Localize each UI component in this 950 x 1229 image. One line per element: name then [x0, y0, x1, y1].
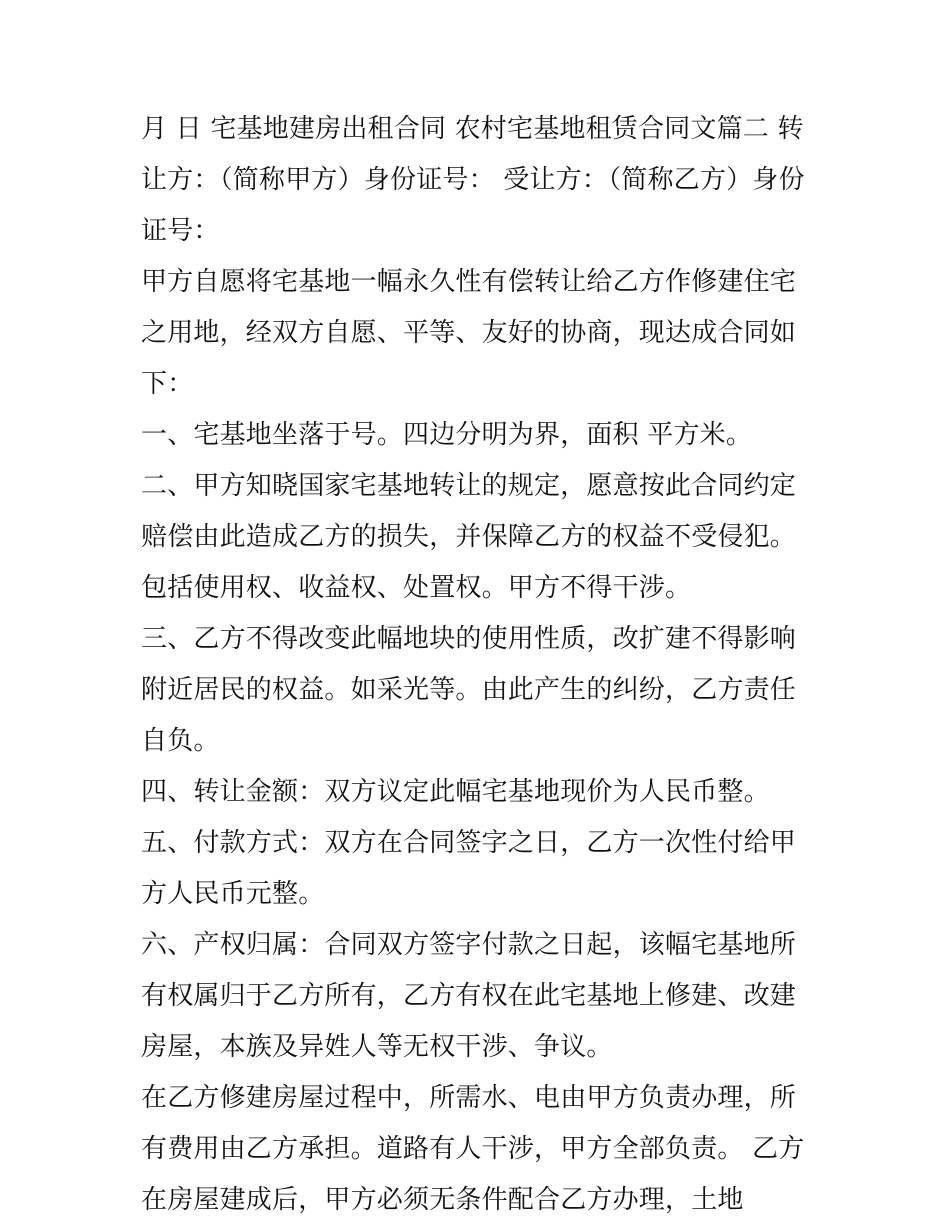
- paragraph-clause-1: 一、宅基地坐落于号。四边分明为界，面积 平方米。: [141, 420, 753, 450]
- paragraph-heading-parties: 月 日 宅基地建房出租合同 农村宅基地租赁合同文篇二 转让方：（简称甲方）身份证号： 受让方：（简称乙方）身份证号：: [141, 114, 805, 246]
- paragraph-construction: 在乙方修建房屋过程中，所需水、电由甲方负责办理，所有费用由乙方承担。道路有人干涉，甲方全部负责。 乙方在房屋建成后，甲方必须无条件配合乙方办理，土地: [141, 1083, 805, 1215]
- document-body: [141, 104, 813, 1226]
- paragraph-intro: 甲方自愿将宅基地一幅永久性有偿转让给乙方作修建住宅之用地，经双方自愿、平等、友好的协商，现达成合同如下：: [141, 267, 797, 399]
- paragraph-clause-3: 三、乙方不得改变此幅地块的使用性质，改扩建不得影响附近居民的权益。如采光等。由此产生的纠纷，乙方责任自负。: [141, 624, 797, 756]
- paragraph-clause-6: 六、产权归属：合同双方签字付款之日起，该幅宅基地所有权属归于乙方所有，乙方有权在此宅基地上修建、改建房屋，本族及异姓人等无权干涉、争议。: [141, 930, 797, 1062]
- paragraph-clause-4: 四、转让金额：双方议定此幅宅基地现价为人民币整。: [141, 777, 770, 807]
- paragraph-clause-2: 二、甲方知晓国家宅基地转让的规定，愿意按此合同约定赔偿由此造成乙方的损失，并保障乙方的权益不受侵犯。包括使用权、收益权、处置权。甲方不得干涉。: [141, 471, 797, 603]
- paragraph-clause-5: 五、付款方式：双方在合同签字之日，乙方一次性付给甲方人民币元整。: [141, 828, 797, 909]
